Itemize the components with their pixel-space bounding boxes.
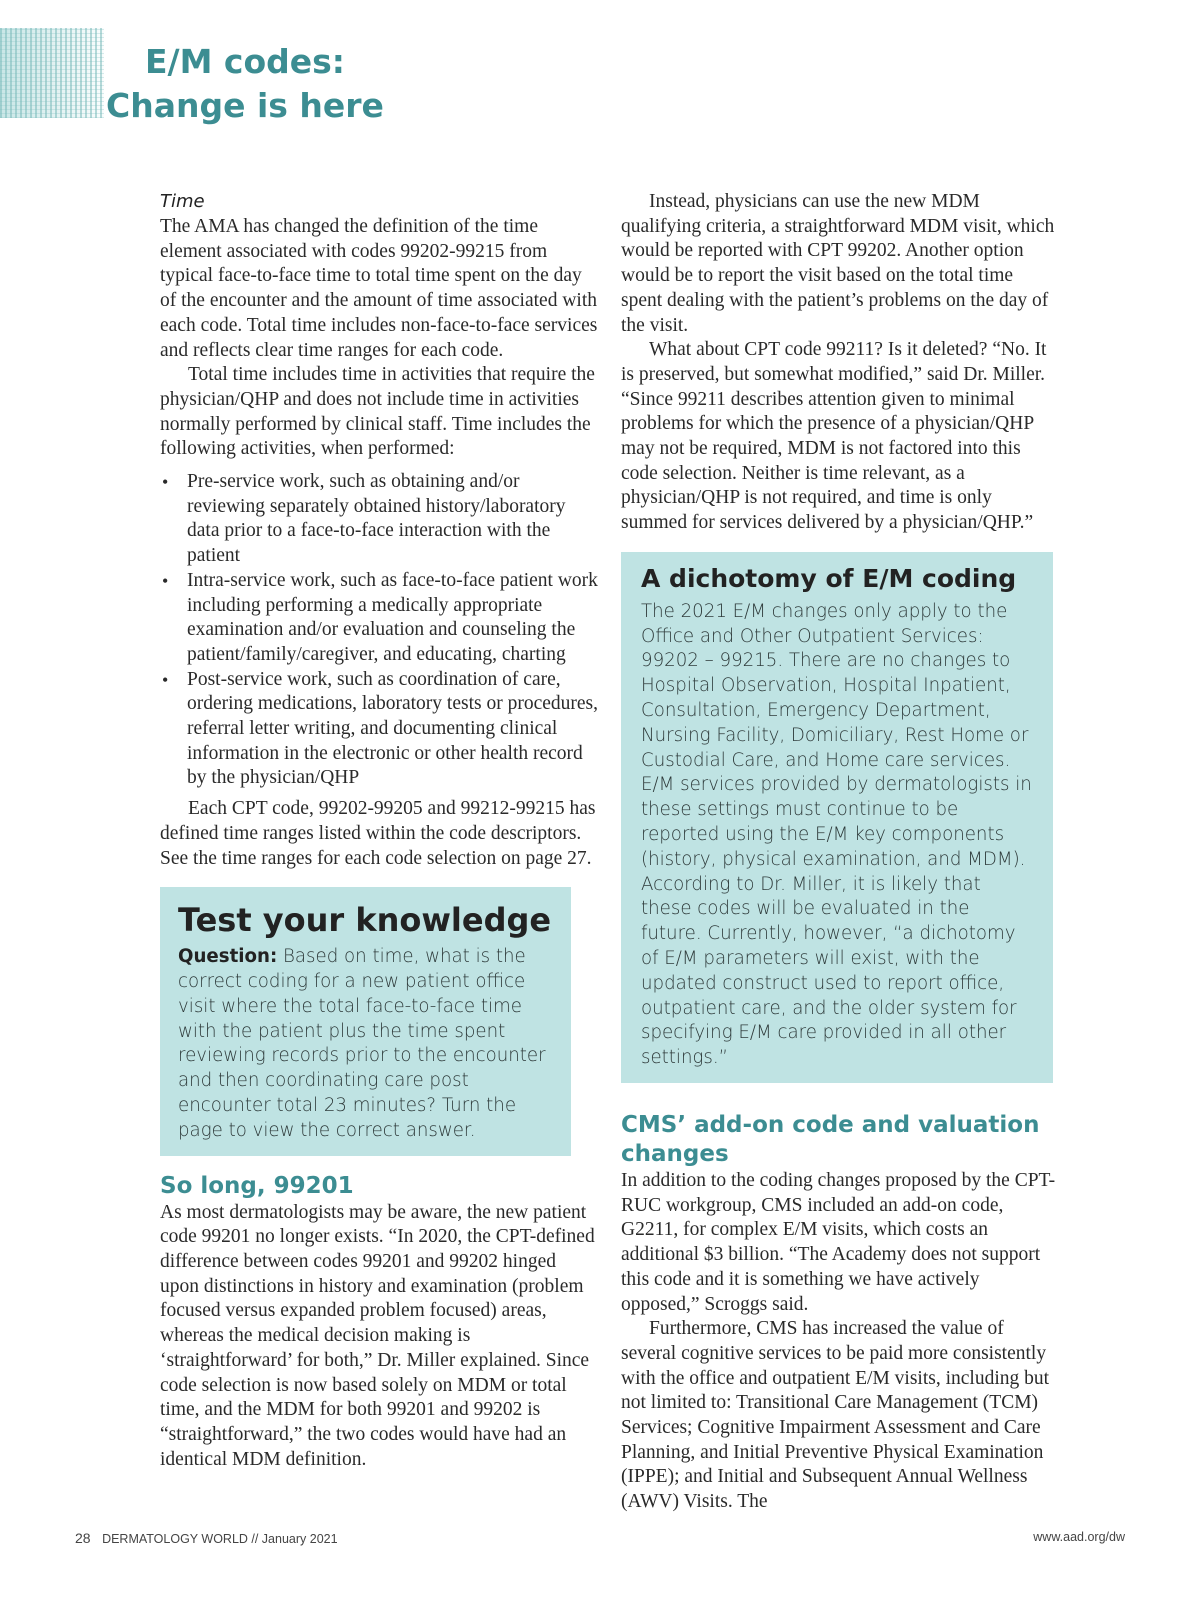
page-title-line1: E/M codes: — [144, 42, 345, 81]
dichotomy-box — [621, 552, 1053, 1083]
time-heading: Time — [160, 191, 205, 212]
footer-left — [75, 1530, 338, 1546]
list-item: • Pre-service work, such as obtaining and/or reviewing separately obtained history/laboratory data prior to a face-to-face interaction with the patient — [160, 470, 598, 569]
cms-paragraph-1: In addition to the coding changes proposed by the CPT-RUC workgroup, CMS included an add-on code, G2211, for complex E/M visits, which costs an additional $3 billion. “The Academy does not support this code and it is something we have actively opposed,” Scroggs said. — [621, 1169, 1056, 1315]
right-paragraph-1: Instead, physicians can use the new MDM qualifying criteria, a straightforward MDM visit, which would be reported with CPT 99202. Another option would be to report the visit based on the total time spent dealing with the patient’s problems on the day of the visit. — [621, 191, 1055, 336]
page-title — [106, 40, 384, 128]
list-item: • Post-service work, such as coordination of care, ordering medications, laboratory tests or procedures, referral letter writing, and documenting clinical information in the electronic or other health record by the physician/QHP — [160, 668, 598, 792]
footer-url: www.aad.org/dw — [1033, 1530, 1125, 1544]
test-box-question — [178, 945, 553, 1143]
dichotomy-box-text: The 2021 E/M changes only apply to the Office and Other Outpatient Services: 99202 – 99215. There are no changes to Hospital Observation, Hospital Inpatient, Consultation, Emergency Department, Nursing Facility, Domiciliary, Rest Home or Custodial Care, and Home care services. E/M services provided by dermatologists in these settings must continue to be reported using the E/M key components (history, physical examination, and MDM). According to Dr. Miller, it is likely that these codes will be evaluated in the future. Currently, however, “a dichotomy of E/M parameters will exist, with the updated construct used to report office, outpatient care, and the older system for specifying E/M care provided in all other settings.” — [641, 600, 1032, 1069]
time-activities-list — [160, 470, 598, 791]
time-paragraph-3: Each CPT code, 99202-99205 and 99212-99215 has defined time ranges listed within the code descriptors. See the time ranges for each code selection on page 27. — [160, 798, 596, 869]
page-number: 28 — [75, 1530, 91, 1546]
cms-heading: CMS’ add-on code and valuation changes — [621, 1111, 1040, 1167]
header-decoration — [0, 28, 104, 118]
list-item: • Intra-service work, such as face-to-face patient work including performing a medically appropriate examination and/or evaluation and counseling the patient/family/caregiver, and educating, charting — [160, 569, 598, 668]
test-box-title: Test your knowledge — [178, 901, 552, 940]
publication-info: DERMATOLOGY WORLD // January 2021 — [102, 1532, 338, 1546]
question-label: Question: — [178, 946, 278, 968]
so-long-heading: So long, 99201 — [160, 1172, 354, 1199]
right-paragraph-2: What about CPT code 99211? Is it deleted? “No. It is preserved, but somewhat modified,” said Dr. Miller. “Since 99211 describes attention given to minimal problems for which the presence of a physician/QHP may not be required, MDM is not factored into this code selection. Neither is time relevant, as a physician/QHP is not required, and time is only summed for services delivered by a physician/QHP.” — [621, 339, 1047, 534]
cms-paragraph-2: Furthermore, CMS has increased the value of several cognitive services to be paid more consistently with the office and outpatient E/M visits, including but not limited to: Transitional Care Management (TCM) Services; Cognitive Impairment Assessment and Care Planning, and Initial Preventive Physical Examination (IPPE); and Initial and Subsequent Annual Wellness (AWV) Visits. The — [621, 1318, 1050, 1513]
so-long-paragraph: As most dermatologists may be aware, the new patient code 99201 no longer exists. “In 2020, the CPT-defined difference between codes 99201 and 99202 hinged upon distinctions in history and examination (problem focused versus expanded problem focused) areas, whereas the medical decision making is ‘straightforward’ for both,” Dr. Miller explained. Since code selection is now based solely on MDM or total time, and the MDM for both 99201 and 99202 is “straightforward,” the two codes would have had an identical MDM definition. — [160, 1201, 595, 1470]
time-paragraph-1: The AMA has changed the definition of the time element associated with codes 99202-99215 from typical face-to-face time to total time spent on the day of the encounter and the amount of time associated with each code. Total time includes non-face-to-face services and reflects clear time ranges for each code. — [160, 216, 598, 361]
right-column — [621, 190, 1059, 1515]
dichotomy-box-title: A dichotomy of E/M coding — [641, 563, 1017, 593]
question-text: Based on time, what is the correct coding for a new patient office visit where the total face-to-face time with the patient plus the time spent reviewing records prior to the encounter and then coordinating care post encounter total 23 minutes? Turn the page to view the correct answer. — [178, 946, 546, 1141]
time-paragraph-2: Total time includes time in activities that require the physician/QHP and does not include time in activities normally performed by clinical staff. Time includes the following activities, when performed: — [160, 364, 595, 460]
page-title-line2: Change is here — [106, 86, 384, 125]
test-your-knowledge-box — [160, 887, 571, 1155]
left-column — [160, 190, 598, 1472]
